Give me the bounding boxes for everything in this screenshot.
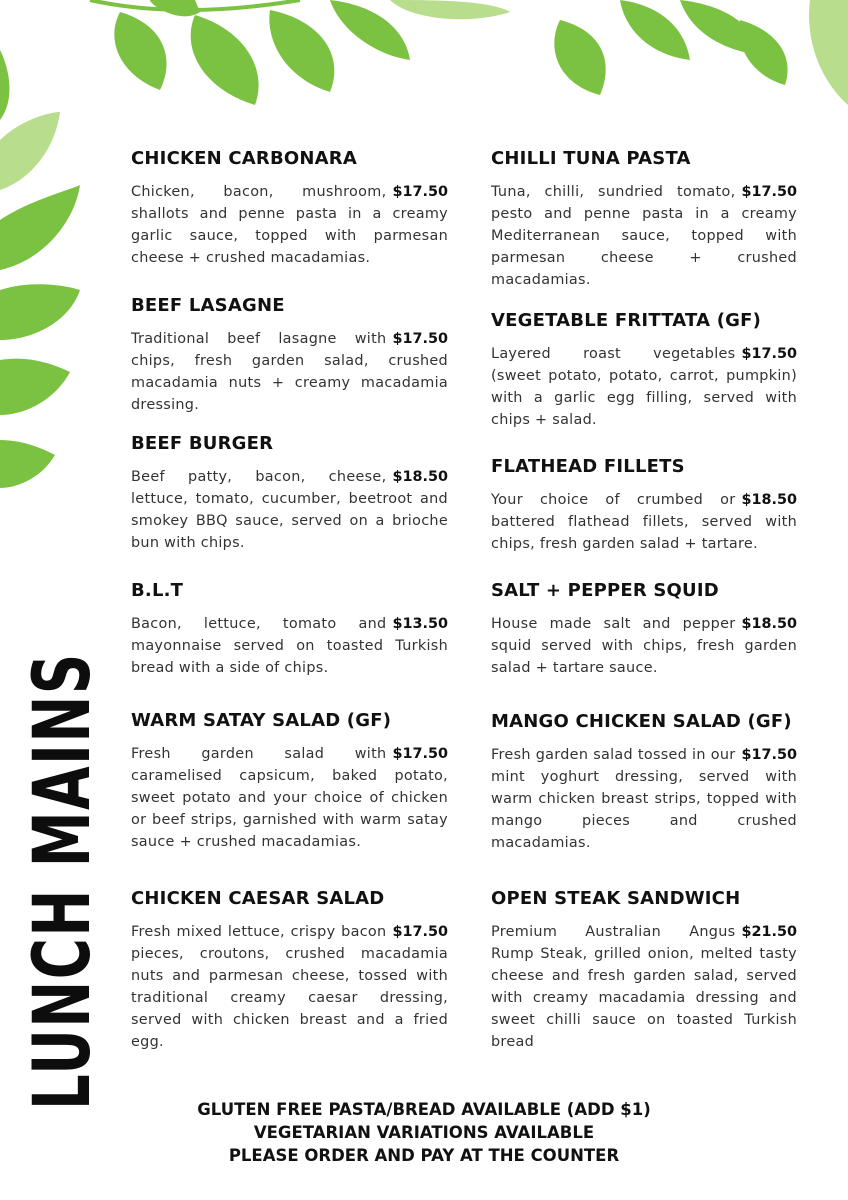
item-desc: $17.50 Chicken, bacon, mushroom, shallots and penne pasta in a creamy garlic sauce, topped with parmesan cheese + crushed macadamias.	[131, 181, 448, 269]
item-desc: $18.50 Your choice of crumbed or battered flathead fillets, served with chips, fresh garden salad + tartare.	[491, 489, 797, 555]
menu-item	[491, 888, 797, 1053]
item-price: $21.50	[741, 924, 797, 940]
item-price: $17.50	[741, 747, 797, 763]
footer-line-order-counter: PLEASE ORDER AND PAY AT THE COUNTER	[228, 1146, 620, 1165]
item-name: VEGETABLE FRITTATA (GF)	[491, 310, 762, 331]
footer-line-gluten-free: GLUTEN FREE PASTA/BREAD AVAILABLE (ADD $1)	[197, 1100, 651, 1119]
menu-item	[491, 310, 797, 431]
item-price: $18.50	[741, 492, 797, 508]
item-desc: $21.50 Premium Australian Angus Rump Steak, grilled onion, melted tasty cheese and fresh garden salad, served with creamy macadamia dressing and sweet chilli sauce on toasted Turkish bread	[491, 921, 797, 1053]
item-name: CHILLI TUNA PASTA	[491, 148, 691, 169]
item-name: CHICKEN CARBONARA	[131, 148, 357, 169]
item-desc: $17.50 Tuna, chilli, sundried tomato, pesto and penne pasta in a creamy Mediterranean sauce, topped with parmesan cheese + crushed macadamias.	[491, 181, 797, 291]
item-price: $18.50	[392, 469, 448, 485]
item-name: WARM SATAY SALAD (GF)	[131, 710, 392, 731]
menu-item	[491, 580, 797, 679]
menu-item	[491, 711, 797, 854]
footer-notes	[0, 1098, 848, 1167]
item-price: $17.50	[741, 346, 797, 362]
item-name: B.L.T	[131, 580, 184, 601]
menu-item	[131, 433, 448, 554]
item-desc: $17.50 Traditional beef lasagne with chips, fresh garden salad, crushed macadamia nuts + creamy macadamia dressing.	[131, 328, 448, 416]
menu-item	[131, 580, 448, 679]
item-desc: $17.50 Fresh mixed lettuce, crispy bacon pieces, croutons, crushed macadamia nuts and parmesan cheese, tossed with traditional creamy caesar dressing, served with chicken breast and a fried egg.	[131, 921, 448, 1053]
menu-title: LUNCH MAINS	[18, 652, 108, 1110]
item-price: $17.50	[392, 184, 448, 200]
item-name: BEEF BURGER	[131, 433, 274, 454]
footer-line-vegetarian: VEGETARIAN VARIATIONS AVAILABLE	[253, 1123, 595, 1142]
item-name: BEEF LASAGNE	[131, 295, 285, 316]
menu-item	[131, 148, 448, 269]
item-price: $18.50	[741, 616, 797, 632]
item-desc: $18.50 House made salt and pepper squid served with chips, fresh garden salad + tartare sauce.	[491, 613, 797, 679]
menu-item	[131, 710, 448, 853]
item-name: SALT + PEPPER SQUID	[491, 580, 719, 601]
item-price: $17.50	[392, 331, 448, 347]
item-desc: $17.50 Layered roast vegetables (sweet potato, potato, carrot, pumpkin) with a garlic egg filling, served with chips + salad.	[491, 343, 797, 431]
item-price: $17.50	[392, 746, 448, 762]
item-price: $17.50	[741, 184, 797, 200]
item-name: FLATHEAD FILLETS	[491, 456, 685, 477]
item-name: MANGO CHICKEN SALAD (GF)	[491, 711, 792, 732]
menu-item	[491, 456, 797, 555]
item-desc: $17.50 Fresh garden salad tossed in our mint yoghurt dressing, served with warm chicken breast strips, topped with mango pieces and crushed macadamias.	[491, 744, 797, 854]
item-price: $17.50	[392, 924, 448, 940]
item-desc: $13.50 Bacon, lettuce, tomato and mayonnaise served on toasted Turkish bread with a side of chips.	[131, 613, 448, 679]
item-price: $13.50	[392, 616, 448, 632]
item-desc: $17.50 Fresh garden salad with caramelised capsicum, baked potato, sweet potato and your choice of chicken or beef strips, garnished with warm satay sauce + crushed macadamias.	[131, 743, 448, 853]
item-name: CHICKEN CAESAR SALAD	[131, 888, 385, 909]
menu-item	[131, 888, 448, 1053]
item-desc: $18.50 Beef patty, bacon, cheese, lettuce, tomato, cucumber, beetroot and smokey BBQ sauce, served on a brioche bun with chips.	[131, 466, 448, 554]
item-name: OPEN STEAK SANDWICH	[491, 888, 741, 909]
menu-item	[491, 148, 797, 291]
menu-item	[131, 295, 448, 416]
